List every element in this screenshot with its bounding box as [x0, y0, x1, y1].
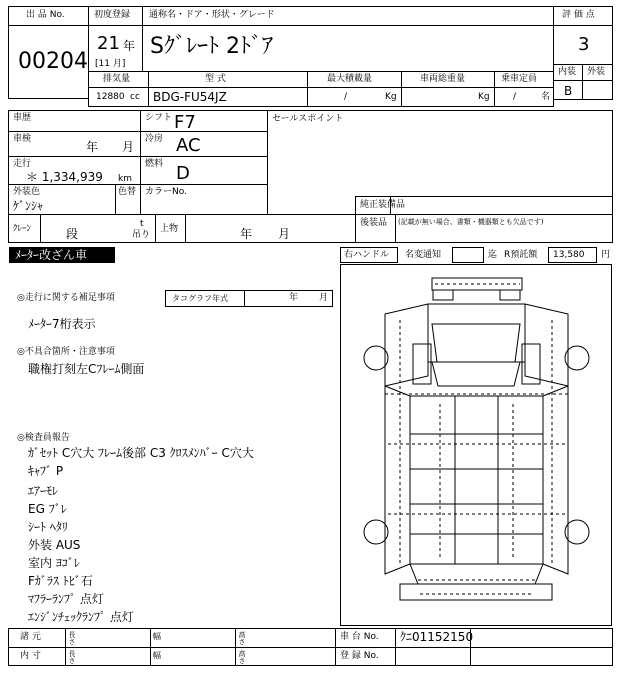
bed-floor	[410, 396, 543, 564]
top-month: 月	[278, 227, 291, 241]
cab-right-side	[525, 304, 568, 386]
windshield	[432, 324, 520, 362]
crane-ton: t	[140, 219, 144, 229]
gross-weight-unit: Kg	[478, 92, 490, 102]
grade-score: 3	[578, 34, 590, 55]
tachograph-label: タコグラフ年式	[172, 294, 228, 303]
sales-points-label: セールスポイント	[272, 114, 344, 124]
report-line: 室内 ﾖｺﾞﾚ	[28, 556, 80, 570]
width-label-inner: 幅	[153, 651, 161, 660]
crane-lift: 吊り	[132, 230, 151, 240]
gross-weight-label: 車両総重量	[420, 74, 466, 84]
crane-stage: 段	[66, 227, 79, 241]
mileage-unit: km	[118, 174, 132, 184]
max-load-unit: Kg	[385, 92, 397, 102]
model-name: Sｸﾞﾚｰﾄ 2ﾄﾞｱ	[150, 34, 273, 59]
history-label: 車歴	[13, 113, 32, 123]
tailgate	[410, 564, 543, 584]
color-label: 外装色	[13, 187, 41, 197]
rear-right-wheel	[565, 520, 589, 544]
capacity-label: 乗車定員	[501, 74, 538, 84]
shift-label: シフト	[145, 113, 173, 123]
interior-grade: B	[564, 84, 573, 98]
height-label: 高さ	[238, 631, 246, 645]
reg-year-unit: 年	[123, 39, 136, 53]
bed-right-side	[543, 386, 568, 574]
truck-diagram	[340, 264, 612, 626]
mirror-left	[433, 290, 453, 300]
genuine-equipment-label: 純正装備品	[360, 200, 406, 210]
r-deposit-amount: 13,580	[553, 250, 585, 260]
rhd-label: 右ハンドル	[344, 250, 390, 260]
crane-label: ｸﾚｰﾝ	[13, 224, 32, 234]
report-line: ｶﾞｾｯﾄ C穴大 ﾌﾚｰﾑ後部 C3 ｸﾛｽﾒﾝﾊﾞｰ C穴大	[28, 446, 254, 460]
report-line: EG ﾌﾞﾚ	[28, 502, 67, 516]
listing-number: 00204	[18, 49, 88, 74]
cab-roof	[428, 304, 525, 362]
chassis-no-label: 車 台 No.	[340, 632, 379, 642]
aftermarket-note: (記載が無い場合、書類・機器類とも欠品です)	[398, 218, 544, 226]
bed-left-side	[385, 386, 410, 574]
top-year: 年	[240, 227, 253, 241]
front-right-wheel	[565, 346, 589, 370]
report-line: ｼｰﾄ ﾍﾀﾘ	[28, 520, 68, 534]
exterior-label: 外装	[587, 67, 606, 77]
cab-left-side	[385, 304, 428, 386]
travel-note: ﾒｰﾀｰ7桁表示	[28, 317, 96, 331]
displacement-value: 12880	[96, 92, 125, 102]
height-label-inner: 高さ	[238, 650, 246, 664]
length-label-inner: 長さ	[68, 650, 76, 664]
listing-no-label: 出 品 No.	[26, 10, 65, 20]
top-label: 上物	[160, 224, 179, 234]
ac-value: AC	[176, 135, 201, 156]
color-change-label: 色替	[118, 187, 137, 197]
max-load-value: /	[344, 92, 348, 102]
report-line: 外装 AUS	[28, 538, 81, 552]
reg-year: 21	[97, 33, 120, 54]
defect-note: 職権打刻左Cﾌﾚｰﾑ側面	[28, 362, 145, 376]
color-code-label: カラーNo.	[145, 187, 187, 197]
reg-month: [11 月]	[95, 59, 126, 69]
chassis-no: ｸﾆ01152150	[400, 630, 474, 644]
travel-notes-title: ◎走行に関する補足事項	[17, 293, 115, 303]
tampered-meter-banner: ﾒｰﾀｰ改ざん車	[9, 247, 115, 263]
cab-front	[432, 362, 520, 386]
color-value: ｹﾞﾝｼｬ	[13, 199, 44, 213]
aftermarket-label: 後装品	[360, 218, 388, 228]
r-deposit-unit: 円	[601, 250, 611, 260]
rear-bumper	[400, 584, 552, 600]
defects-title: ◎不具合箇所・注意事項	[17, 347, 115, 357]
fuel-label: 燃料	[145, 159, 164, 169]
max-load-label: 最大積載量	[327, 74, 373, 84]
report-line: ｴﾝｼﾞﾝﾁｪｯｸﾗﾝﾌﾟ 点灯	[28, 610, 134, 624]
width-label: 幅	[153, 632, 161, 641]
interior-dims-label: 内 寸	[20, 651, 41, 661]
inspection-month: 月	[122, 140, 135, 154]
name-change-label: 名変通知	[405, 250, 442, 260]
first-reg-label: 初度登録	[94, 10, 131, 20]
capacity-value: /	[513, 92, 517, 102]
capacity-unit: 名	[541, 92, 551, 102]
interior-label: 内装	[558, 67, 577, 77]
deadline-label: 迄	[488, 250, 498, 260]
shift-value: F7	[174, 112, 196, 133]
rear-left-wheel	[364, 520, 388, 544]
model-name-label: 通称名・ドア・形状・グレード	[149, 10, 275, 20]
mileage-value: ＊ 1,334,939	[26, 170, 103, 184]
type-code: BDG-FU54JZ	[153, 90, 227, 104]
inspection-year: 年	[86, 140, 99, 154]
tachograph-year: 年	[289, 293, 299, 303]
report-line: Fｶﾞﾗｽ ﾄﾋﾞ石	[28, 574, 93, 588]
report-line: ｴｱｰﾓﾚ	[28, 484, 59, 498]
registration-no-label: 登 録 No.	[340, 651, 379, 661]
fuel-value: D	[176, 163, 190, 184]
dimensions-label: 諸 元	[20, 632, 41, 642]
exterior-grade-cell	[582, 80, 613, 100]
diagram-frame	[341, 265, 612, 626]
grade-label: 評 価 点	[562, 10, 595, 20]
mirror-right	[500, 290, 520, 300]
length-label: 長さ	[68, 631, 76, 645]
tachograph-month: 月	[319, 293, 329, 303]
mileage-label: 走行	[13, 159, 32, 169]
inspection-label: 車検	[13, 134, 32, 144]
inspector-report-title: ◎検査員報告	[17, 433, 70, 443]
front-left-wheel	[364, 346, 388, 370]
displacement-label: 排気量	[103, 74, 131, 84]
r-deposit-label: R預託額	[504, 250, 538, 260]
type-label: 型 式	[205, 74, 226, 84]
report-line: ﾏﾌﾗｰﾗﾝﾌﾟ 点灯	[28, 592, 104, 606]
displacement-unit: cc	[130, 92, 140, 102]
type-label-cell	[148, 71, 308, 88]
ac-label: 冷房	[145, 134, 164, 144]
report-line: ｷｬﾌﾞ P	[28, 464, 64, 478]
name-change-box	[452, 247, 484, 263]
